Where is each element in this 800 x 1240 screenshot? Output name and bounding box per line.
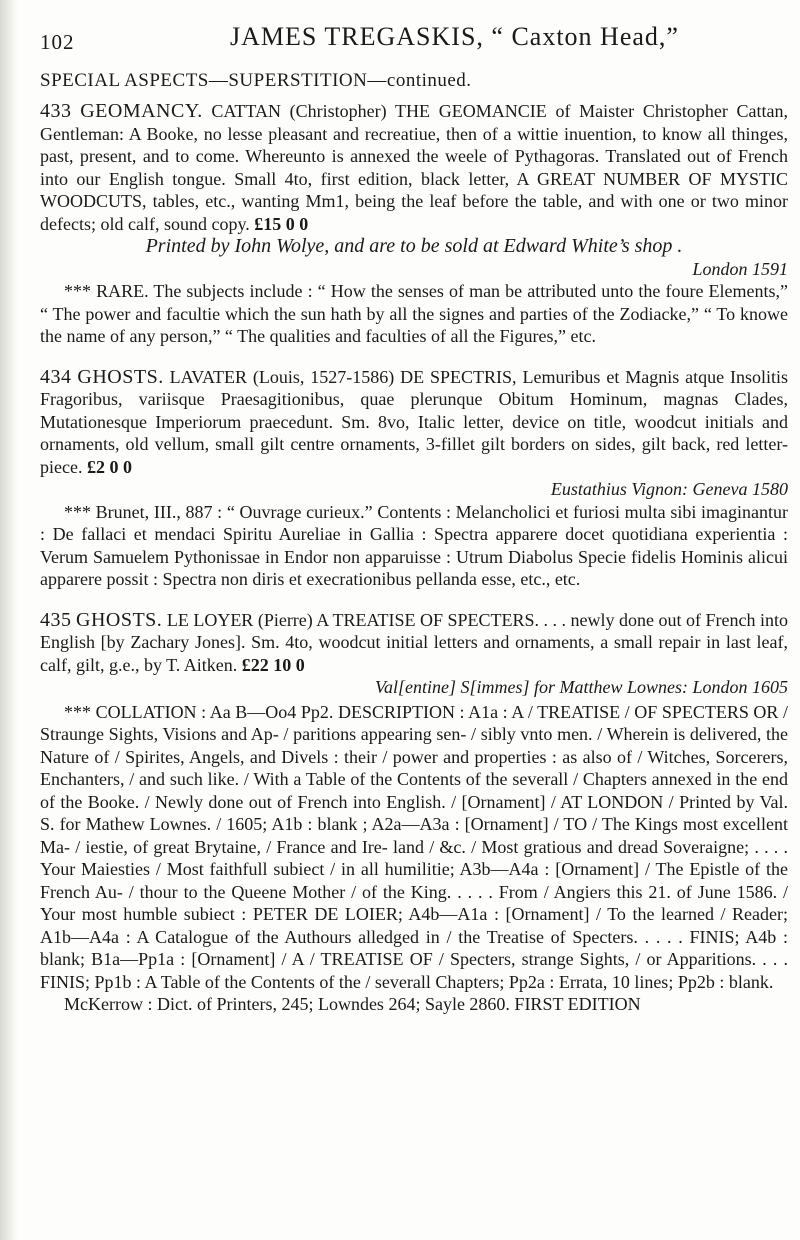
entry-body: CATTAN (Christopher) THE GEOMANCIE of Maister Christopher Cattan, Gentleman: A Booke, no lesse pleasant and recreatiue, then of a wittie inuention, to know all thinges, past, present, and to come. Whereunto is annexed the weele of Pythagoras. Translated out of French into our English tongue. Small 4to, first edition, black letter, A GREAT NUMBER OF MYSTIC WOODCUTS, tables, etc., wanting Mm1, being the leaf before the table, and with one or two minor defects; old calf, sound copy. bbox=[40, 101, 789, 234]
entry-body: LE LOYER (Pierre) A TREATISE OF SPECTERS. . . . newly done out of French into English [by Zachary Jones]. Sm. 4to, woodcut initial letters and ornaments, a small repair in last leaf, calf, gilt, g.e., by T. Aitken. bbox=[40, 609, 789, 675]
page-binding-shadow bbox=[0, 0, 18, 1240]
catalogue-entry-433 bbox=[40, 100, 788, 348]
catalogue-entry-434 bbox=[40, 366, 788, 591]
entry-description bbox=[40, 100, 788, 235]
entry-reference: McKerrow : Dict. of Printers, 245; Lowndes 264; Sayle 2860. FIRST EDITION bbox=[64, 994, 641, 1014]
catalogue-entry-435 bbox=[40, 609, 788, 1016]
entry-body: LAVATER (Louis, 1527-1586) DE SPECTRIS, Lemuribus et Magnis atque Insolitis Fragoribus, variisque Praesagitionibus, quae plerunque Obitum Hominum, magnas Clades, Mutationesque Imperiorum praecedunt. Sm. 8vo, Italic letter, device on title, woodcut initials and ornaments, old vellum, small gilt centre ornaments, 3-fillet gilt borders on sides, gilt back, red letter-piece. bbox=[40, 366, 789, 477]
entry-price: £2 0 0 bbox=[86, 456, 132, 477]
entry-imprint-place: London 1591 bbox=[692, 258, 788, 279]
catalogue-page bbox=[40, 14, 788, 1016]
entry-imprint: Eustathius Vignon: Geneva 1580 bbox=[550, 479, 788, 499]
entry-collation: *** COLLATION : Aa B—Oo4 Pp2. DESCRIPTION : A1a : A / TREATISE / OF SPECTERS OR / Straunge Sights, Visions and Ap- / paritions appearing sen- / sibly vnto men. / Wherein is delivered, the Nature of / Spirites, Angels, and Divels : their / power and properties : as also of / Witches, Sorcerers, Enchanters, / and such like. / With a Table of the Contents of the severall / Chapters annexed in the end of the Booke. / Newly done out of French into English. / [Ornament] / AT LONDON / Printed by Val. S. for Mathew Lownes. / 1605; A1b : blank ; A2a—A3a : [Ornament] / TO / The Kings most excellent Ma- / iestie, of great Brytaine, / France and Ire- land / &c. / Most gratious and dread Soveraigne; . . . . Your Maiesties / Most faithfull subiect / in all humilitie; A3b—A4a : [Ornament] / The Epistle of the French Au- / thour to the Queene Mother / of the King. . . . . From / Angiers this 21. of June 1586. / Your most humble subiect : PETER DE LOIER; A4b—A1a : [Ornament] / To the learned / Reader; A1b—A4a : A Catalogue of the Authours alledged in / the Treatise of Specters. . . . . FINIS; A4b : blank; B1a—Pp1a : [Ornament] / A / TREATISE OF / Specters, strange Sights, / or Apparitions. . . . FINIS; Pp1b : A Table of the Contents of the / severall Chapters; Pp2a : Errata, 10 lines; Pp2b : blank. bbox=[40, 701, 788, 992]
entry-description bbox=[40, 366, 788, 479]
entry-imprint: Printed by Iohn Wolye, and are to be sold at Edward White’s shop . bbox=[145, 235, 683, 257]
entry-note: *** Brunet, III., 887 : “ Ouvrage curieux.” Contents : Melancholici et furiosi multa sibi imaginantur : De fallaci et mendaci Spiritu Aureliae in Gallia : Spectra apparere docet quotidiana experientia : Verum Samuelem Pythonissae in Endor non apparuisse : Utrum Diabolus Specie fidelis Hominis alicui apparere possit : Spectra non diris et execrationibus pellanda esse, etc., etc. bbox=[40, 501, 788, 589]
lot-number: 434 bbox=[40, 365, 72, 388]
running-title: JAMES TREGASKIS, “ Caxton Head,” bbox=[230, 22, 679, 51]
entry-price: £22 10 0 bbox=[241, 654, 305, 675]
lot-number: 435 bbox=[40, 608, 72, 631]
entry-description bbox=[40, 609, 788, 677]
entry-price: £15 0 0 bbox=[254, 213, 309, 234]
page-number: 102 bbox=[40, 30, 75, 54]
lot-number: 433 bbox=[40, 100, 72, 122]
entry-heading: GHOSTS. bbox=[77, 365, 164, 388]
entry-heading: GEOMANCY. bbox=[80, 100, 203, 122]
entry-imprint: Val[entine] S[immes] for Matthew Lownes: London 1605 bbox=[374, 677, 788, 697]
entry-note: *** RARE. The subjects include : “ How the senses of man be attributed unto the foure Elements,” “ The power and facultie which the sun hath by all the signes and parties of the Zodiacke,” “ To knowe the name of any person,” “ The qualities and faculties of all the Figures,” etc. bbox=[40, 281, 788, 346]
page-header bbox=[40, 14, 788, 64]
entry-heading: GHOSTS. bbox=[76, 608, 163, 631]
section-heading: SPECIAL ASPECTS—SUPERSTITION—continued. bbox=[40, 70, 472, 91]
